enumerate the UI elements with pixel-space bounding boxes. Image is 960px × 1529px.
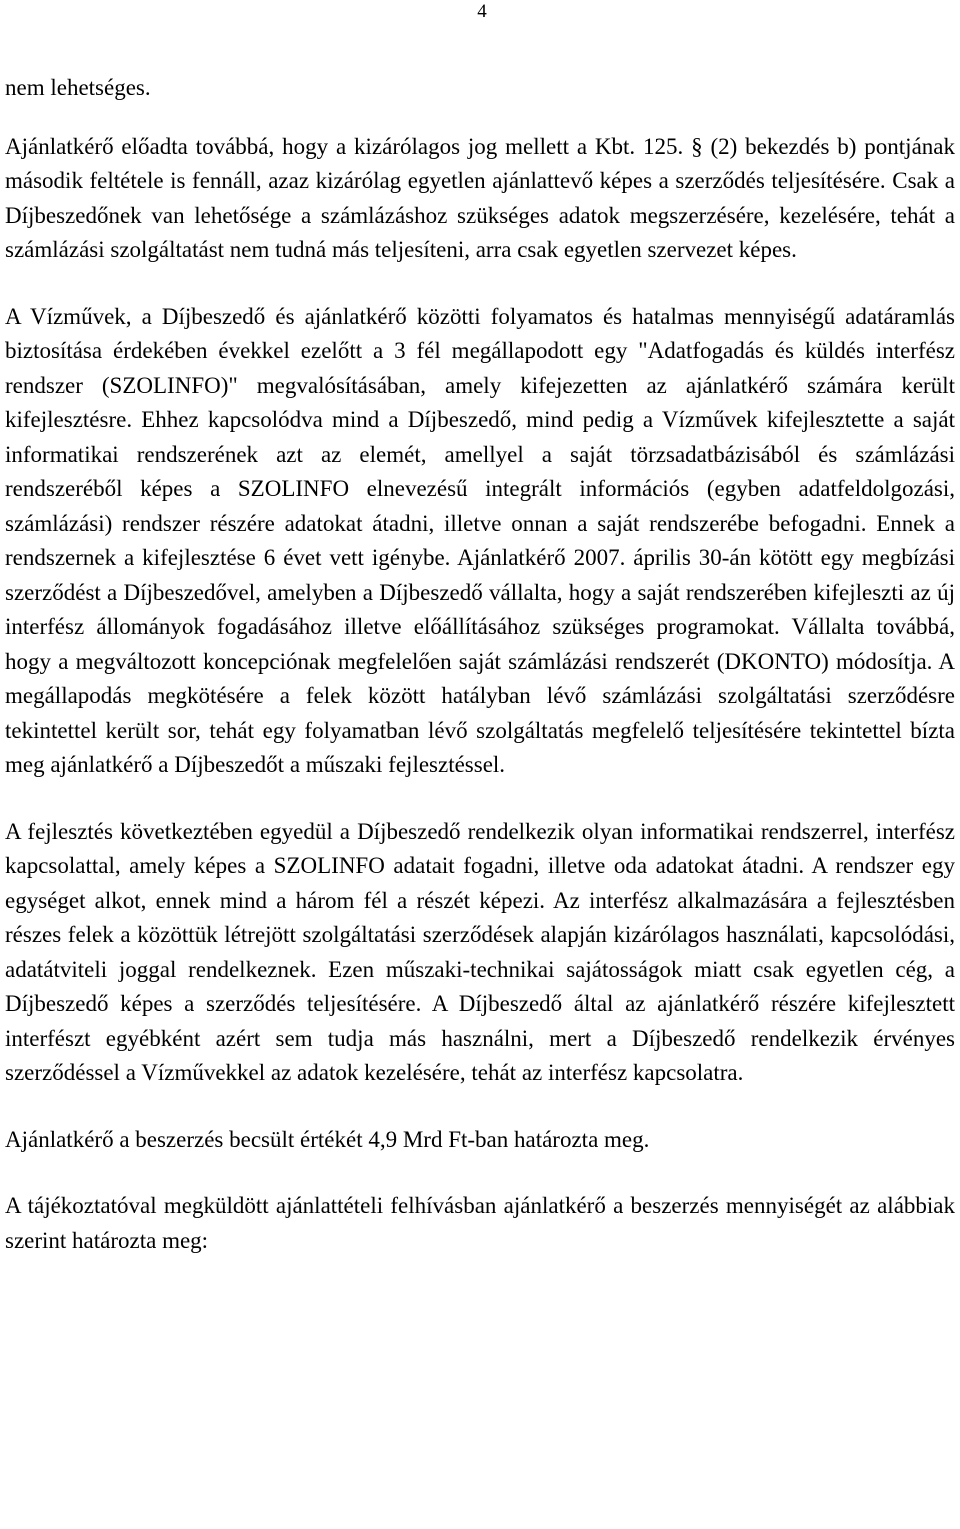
paragraph-estimated-value: Ajánlatkérő a beszerzés becsült értékét 4,9 Mrd Ft-ban határozta meg. — [5, 1126, 650, 1152]
paragraph-szolinfo-system: A Vízművek, a Díjbeszedő és ajánlatkérő közötti folyamatos és hatalmas mennyiségű adatáramlás biztosítása érdekében évekkel ezelőtt a 3 fél megállapodott egy "Adatfogadás és küldés interfész rendszer (SZOLINFO)" megvalósításában, amely kifejezetten az ajánlatkérő számára került kifejlesztésre. Ehhez kapcsolódva mind a Díjbeszedő, mind pedig a Vízművek kifejlesztette a saját informatikai rendszerének azt az elemét, amellyel a saját törzsadatbázisából és számlázási rendszeréből képes a SZOLINFO elnevezésű integrált információs (egyben adatfeldolgozási, számlázási) rendszer részére adatokat átadni, illetve onnan a saját rendszerébe befogadni. Ennek a rendszernek a kifejlesztése 6 évet vett igénybe. Ajánlatkérő 2007. április 30-án kötött egy megbízási szerződést a Díjbeszedővel, amelyben a Díjbeszedő vállalta, hogy a saját rendszerében kifejleszti az új interfész állományok fogadásához illetve előállításához szükséges programokat. Vállalta továbbá, hogy a megváltozott koncepciónak megfelelően saját számlázási rendszerét (DKONTO) módosítja. A megállapodás megkötésére a felek között hatályban lévő számlázási szolgáltatási szerződésre tekintettel került sor, tehát egy folyamatban lévő szolgáltatás megfelelő teljesítésére tekintettel bízta meg ajánlatkérő a Díjbeszedőt a műszaki fejlesztéssel. — [5, 303, 955, 777]
paragraph-exclusive-right: Ajánlatkérő előadta továbbá, hogy a kizárólagos jog mellett a Kbt. 125. § (2) bekezdés b) pontjának második feltétele is fennáll, azaz kizárólag egyetlen ajánlattevő képes a szerződés teljesítésére. Csak a Díjbeszedőnek van lehetősége a számlázáshoz szükséges adatok megszerzésére, kezelésére, tehát a számlázási szolgáltatást nem tudná más teljesíteni, arra csak egyetlen szervezet képes. — [5, 133, 955, 262]
paragraph-development-result: A fejlesztés következtében egyedül a Díjbeszedő rendelkezik olyan informatikai rendszerrel, interfész kapcsolattal, amely képes a SZOLINFO adatait fogadni, illetve oda adatokat átadni. A rendszer egy egységet alkot, ennek mind a három fél a részét képezi. Az interfész alkalmazására a fejlesztésben részes felek a közöttük létrejött szolgáltatási szerződések alapján kizárólagos használati, kapcsolódási, adatátviteli joggal rendelkeznek. Ezen műszaki-technikai sajátosságok miatt csak egyetlen cég, a Díjbeszedő képes a szerződés teljesítésére. A Díjbeszedő által az ajánlatkérő részére kifejlesztett interfészt egyébként azért sem tudja más használni, mert a Díjbeszedő rendelkezik érvényes szerződéssel a Vízművekkel az adatok kezelésére, tehát az interfész kapcsolatra. — [5, 818, 955, 1085]
document-body — [5, 71, 955, 1258]
page-number: 4 — [477, 1, 487, 22]
paragraph-quantity-intro: A tájékoztatóval megküldött ajánlattételi felhívásban ajánlatkérő a beszerzés mennyiségét az alábbiak szerint határozta meg: — [5, 1193, 955, 1253]
paragraph-continuation: nem lehetséges. — [5, 75, 151, 100]
